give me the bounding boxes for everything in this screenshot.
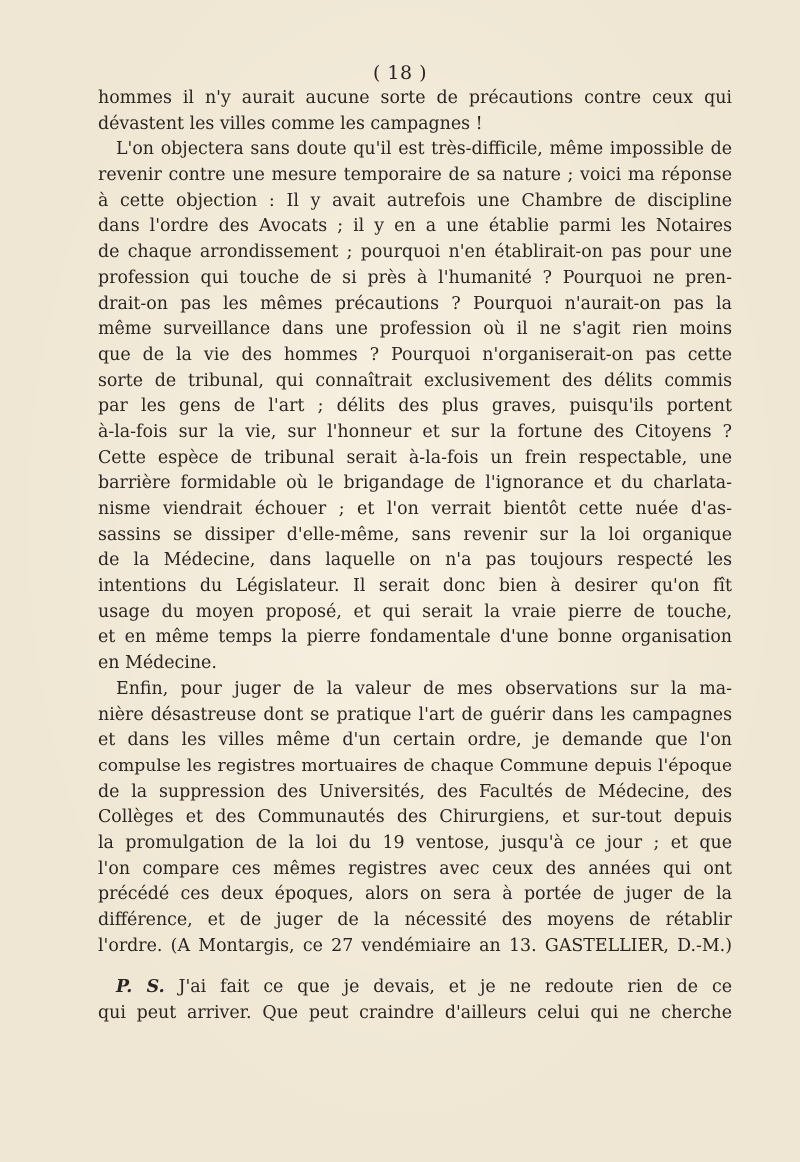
text-line: Cette espèce de tribunal serait à-la-fois un frein respectable, une bbox=[98, 447, 732, 468]
text-line: l'on compare ces mêmes registres avec ceux des années qui ont bbox=[98, 858, 732, 879]
body-text bbox=[98, 86, 732, 1027]
text-line: usage du moyen proposé, et qui serait la vraie pierre de touche, bbox=[98, 601, 732, 622]
text-line: et dans les villes même d'un certain ordre, je demande que l'on bbox=[98, 730, 732, 751]
text-line: Collèges et des Communautés des Chirurgiens, et sur-tout depuis bbox=[98, 807, 732, 828]
postscript-label: P. S. bbox=[116, 977, 165, 998]
text-line: que de la vie des hommes ? Pourquoi n'organiserait-on pas cette bbox=[98, 344, 732, 365]
text-line: précédé ces deux époques, alors on sera à portée de juger de la bbox=[98, 884, 732, 905]
text-line: l'ordre. (A Montargis, ce 27 vendémiaire an 13. GASTELLIER, D.-M.) bbox=[98, 935, 732, 956]
paragraph-gap bbox=[98, 959, 732, 975]
text-line: hommes il n'y aurait aucune sorte de précautions contre ceux qui bbox=[98, 88, 732, 108]
postscript-text: J'ai fait ce que je devais, et je ne redoute rien de ce bbox=[178, 977, 732, 998]
text-line: dans l'ordre des Avocats ; il y en a une établie parmi les Notaires bbox=[98, 216, 732, 237]
text-line: barrière formidable où le brigandage de l'ignorance et du charlata- bbox=[98, 473, 732, 494]
text-line: revenir contre une mesure temporaire de sa nature ; voici ma réponse bbox=[98, 165, 732, 186]
text-line: intentions du Législateur. Il serait donc bien à desirer qu'on fît bbox=[98, 576, 732, 597]
text-line: nière désastreuse dont se pratique l'art de guérir dans les campagnes bbox=[98, 704, 732, 725]
text-line: la promulgation de la loi du 19 ventose, jusqu'à ce jour ; et que bbox=[98, 832, 732, 853]
text-line: dévastent les villes comme les campagnes ! bbox=[98, 113, 483, 134]
text-line: drait-on pas les mêmes précautions ? Pourquoi n'aurait-on pas la bbox=[98, 293, 732, 314]
text-line: à cette objection : Il y avait autrefois une Chambre de discipline bbox=[98, 190, 732, 211]
text-line: profession qui touche de si près à l'humanité ? Pourquoi ne pren- bbox=[98, 267, 732, 288]
text-line: Enfin, pour juger de la valeur de mes observations sur la ma- bbox=[116, 678, 732, 699]
text-line: compulse les registres mortuaires de chaque Commune depuis l'époque bbox=[98, 755, 732, 776]
text-line: sorte de tribunal, qui connaîtrait exclusivement des délits commis bbox=[98, 370, 732, 391]
text-line: par les gens de l'art ; délits des plus graves, puisqu'ils portent bbox=[98, 396, 732, 417]
text-line: de la suppression des Universités, des Facultés de Médecine, des bbox=[98, 781, 732, 802]
text-line: différence, et de juger de la nécessité des moyens de rétablir bbox=[98, 910, 732, 930]
text-line: et en même temps la pierre fondamentale d'une bonne organisation bbox=[98, 627, 732, 648]
postscript-line bbox=[98, 975, 732, 1001]
postscript-line: qui peut arriver. Que peut craindre d'ailleurs celui qui ne cherche bbox=[98, 1003, 732, 1024]
text-line: de la Médecine, dans laquelle on n'a pas toujours respecté les bbox=[98, 550, 732, 571]
text-line: L'on objectera sans doute qu'il est très-difficile, même impossible de bbox=[116, 139, 732, 160]
page-number: ( 18 ) bbox=[372, 62, 428, 84]
text-line: nisme viendrait échouer ; et l'on verrait bientôt cette nuée d'as- bbox=[98, 499, 732, 519]
text-line: sassins se dissiper d'elle-même, sans revenir sur la loi organique bbox=[98, 524, 732, 545]
text-line: à-la-fois sur la vie, sur l'honneur et sur la fortune des Citoyens ? bbox=[98, 421, 732, 442]
text-line: de chaque arrondissement ; pourquoi n'en établirait-on pas pour une bbox=[98, 242, 732, 263]
text-line: même surveillance dans une profession où il ne s'agit rien moins bbox=[98, 319, 732, 340]
text-line: en Médecine. bbox=[98, 653, 217, 674]
